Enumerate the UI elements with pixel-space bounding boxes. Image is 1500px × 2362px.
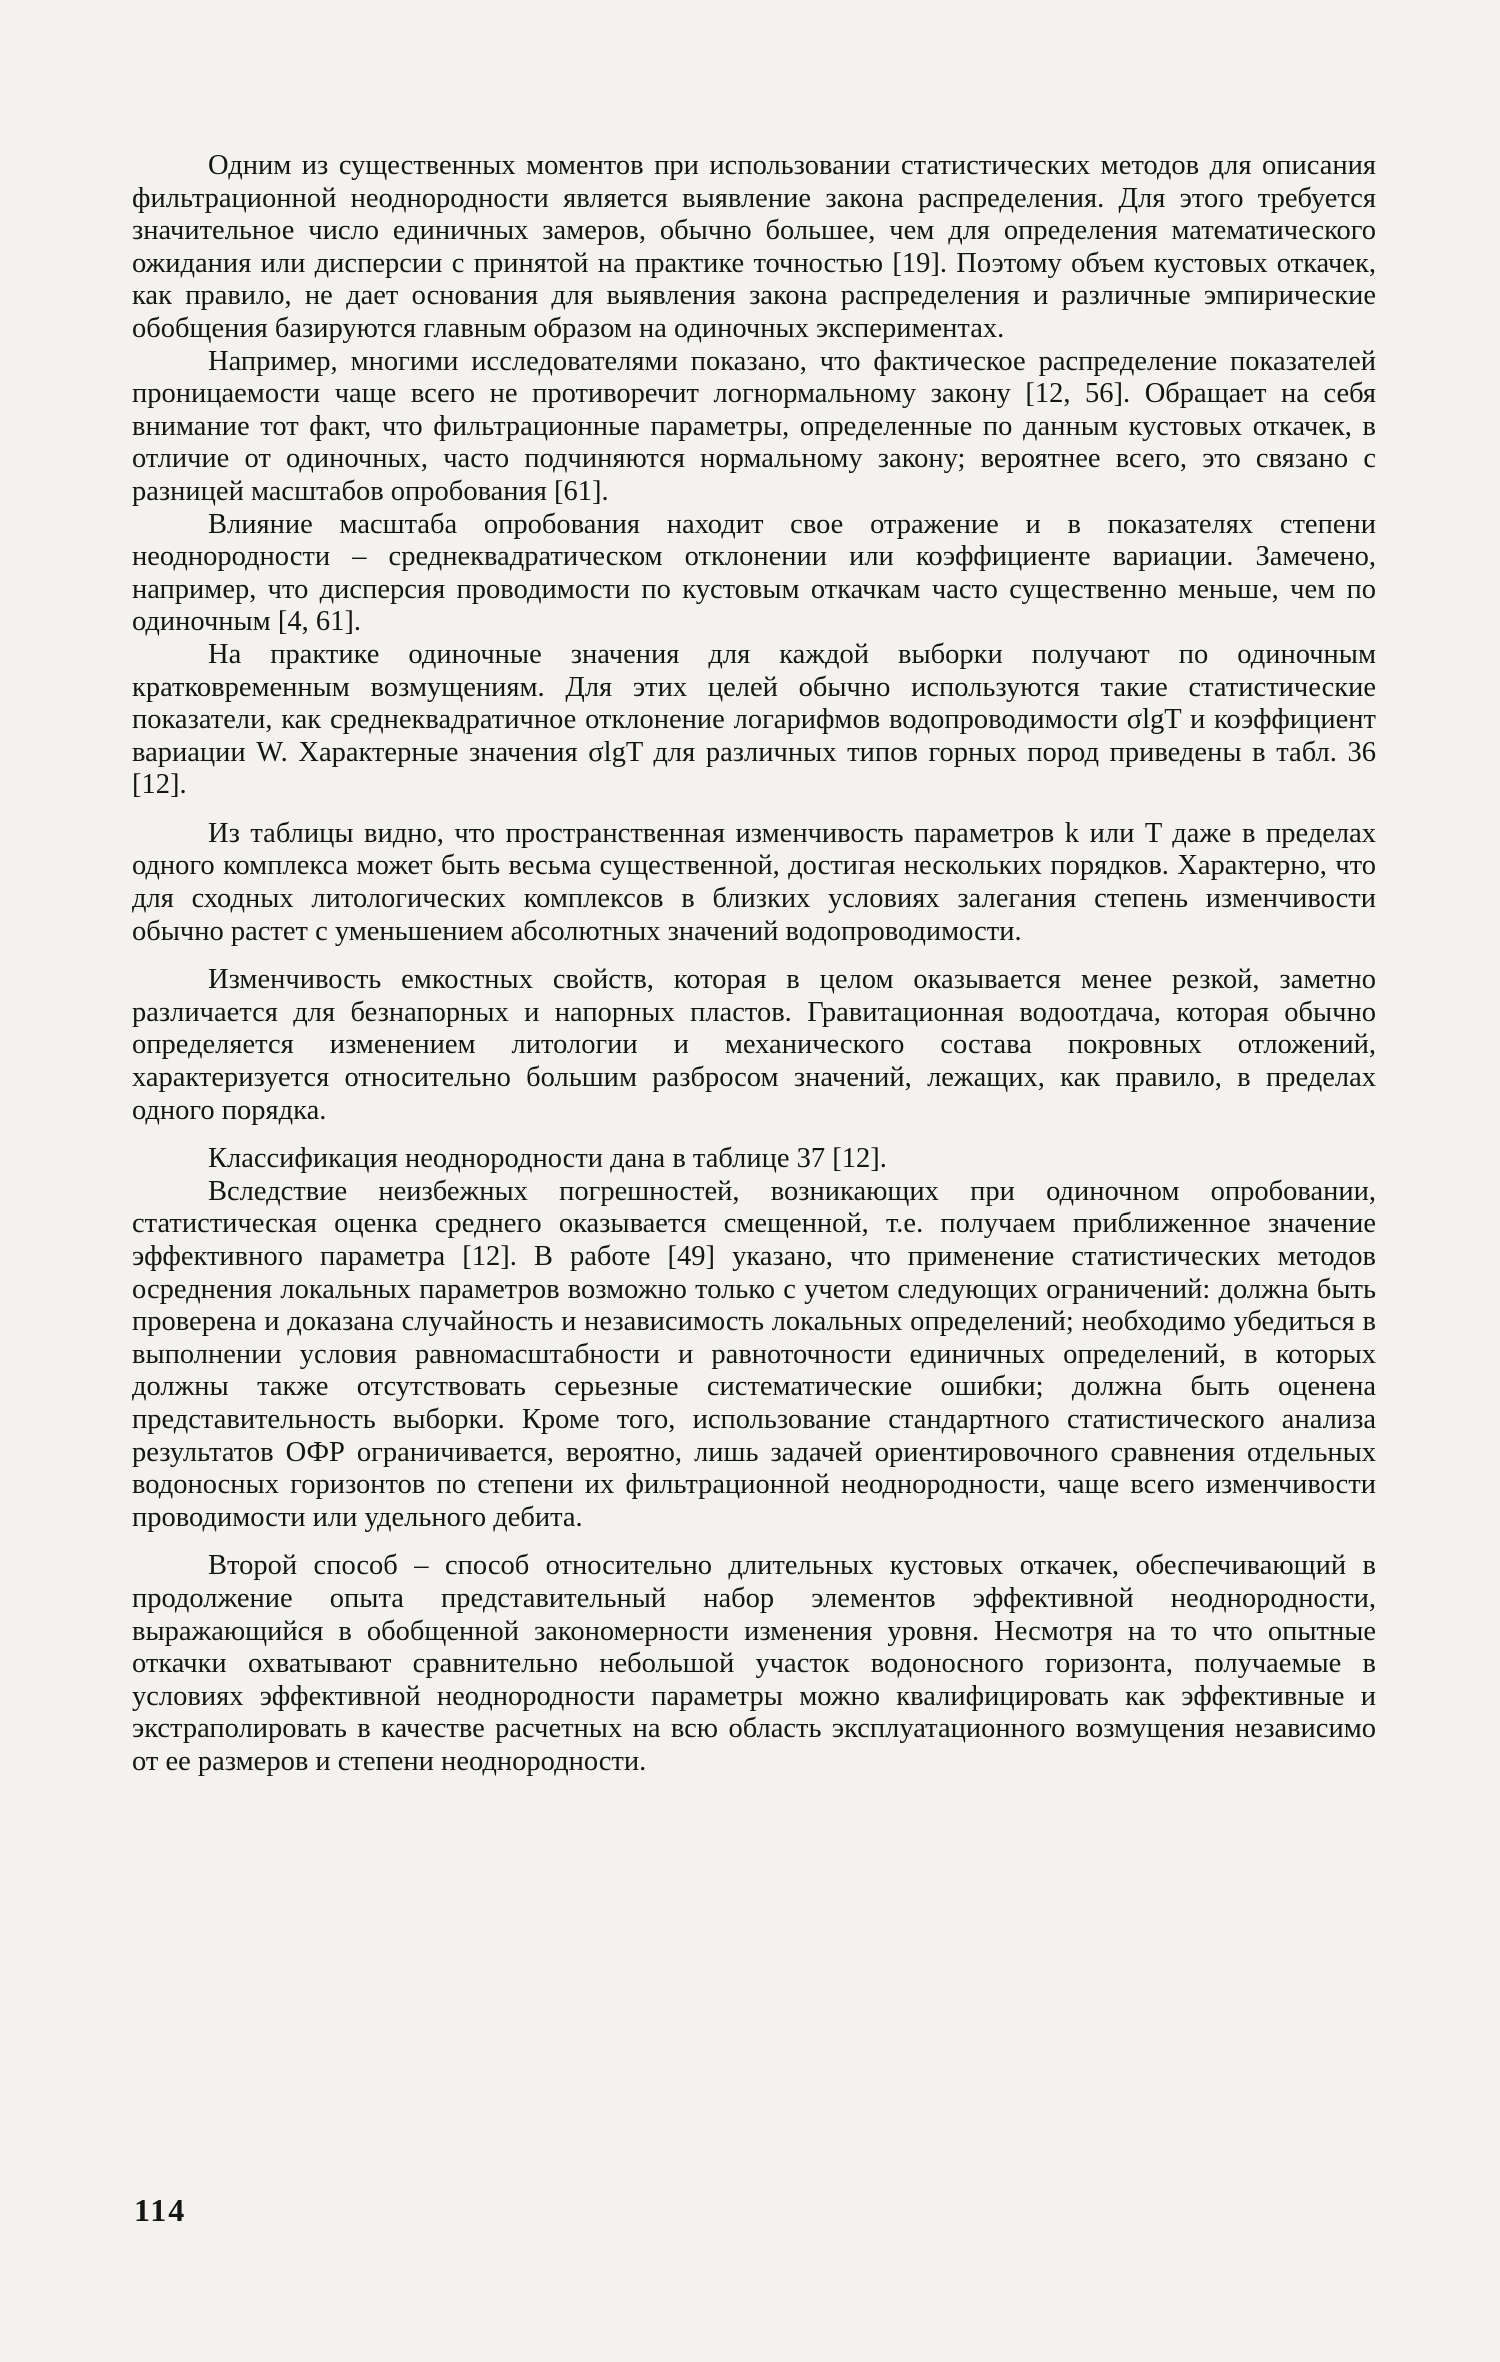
paragraph-scale-influence: Влияние масштаба опробования находит свое отражение и в показателях степени неоднородности – среднеквадратическом отклонении или коэффициенте вариации. Замечено, например, что дисперсия проводимости по кустовым откачкам часто существенно меньше, чем по одиночным [4, 61]. bbox=[132, 508, 1376, 638]
paragraph-second-method: Второй способ – способ относительно длительных кустовых откачек, обеспечивающий в продолжение опыта представительный набор элементов эффективной неоднородности, выражающийся в обобщенной закономерности изменения уровня. Несмотря на то что опытные откачки охватывают сравнительно небольшой участок водоносного горизонта, получаемые в условиях эффективной неоднородности параметры можно квалифицировать как эффективные и экстраполировать в качестве расчетных на всю область эксплуатационного возмущения независимо от ее размеров и степени неоднородности. bbox=[132, 1550, 1376, 1777]
paragraph-table-variability: Из таблицы видно, что пространственная изменчивость параметров k или T даже в пределах одного комплекса может быть весьма существенной, достигая нескольких порядков. Характерно, что для сходных литологических комплексов в близких условиях залегания степень изменчивости обычно растет с уменьшением абсолютных значений водопроводимости. bbox=[132, 817, 1376, 947]
paragraph-practice: На практике одиночные значения для каждой выборки получают по одиночным кратковременным возмущениям. Для этих целей обычно используются такие статистические показатели, как среднеквадратичное отклонение логарифмов водопроводимости σlgT и коэффициент вариации W. Характерные значения σlgT для различных типов горных пород приведены в табл. 36 [12]. bbox=[132, 638, 1376, 801]
page-body bbox=[132, 150, 1376, 1779]
paragraph-distribution-law: Одним из существенных моментов при использовании статистических методов для описания фильтрационной неоднородности является выявление закона распределения. Для этого требуется значительное число единичных замеров, обычно большее, чем для определения математического ожидания или дисперсии с принятой на практике точностью [19]. Поэтому объем кустовых откачек, как правило, не дает основания для выявления закона распределения и различные эмпирические обобщения базируются главным образом на одиночных экспериментах. bbox=[132, 150, 1376, 344]
page-number: 114 bbox=[134, 2192, 187, 2228]
paragraph-lognormal: Например, многими исследователями показано, что фактическое распределение показателей проницаемости чаще всего не противоречит логнормальному закону [12, 56]. Обращает на себя внимание тот факт, что фильтрационные параметры, определенные по данным кустовых откачек, в отличие от одиночных, часто подчиняются нормальному закону; вероятнее всего, это связано с разницей масштабов опробования [61]. bbox=[132, 345, 1376, 507]
paragraph-errors: Вследствие неизбежных погрешностей, возникающих при одиночном опробовании, статистическая оценка среднего оказывается смещенной, т.е. получаем приближенное значение эффективного параметра [12]. В работе [49] указано, что применение статистических методов осреднения локальных параметров возможно только с учетом следующих ограничений: должна быть проверена и доказана случайность и независимость локальных определений; необходимо убедиться в выполнении условия равномасштабности и равноточности единичных определений, в которых должны также отсутствовать серьезные систематические ошибки; должна быть оценена представительность выборки. Кроме того, использование стандартного статистического анализа результатов ОФР ограничивается, вероятно, лишь задачей ориентировочного сравнения отдельных водоносных горизонтов по степени их фильтрационной неоднородности, чаще всего изменчивости проводимости или удельного дебита. bbox=[132, 1175, 1376, 1533]
paragraph-classification: Классификация неоднородности дана в таблице 37 [12]. bbox=[208, 1143, 887, 1175]
paragraph-capacity-properties: Изменчивость емкостных свойств, которая в целом оказывается менее резкой, заметно различается для безнапорных и напорных пластов. Гравитационная водоотдача, которая обычно определяется изменением литологии и механического состава покровных отложений, характеризуется относительно большим разбросом значений, лежащих, как правило, в пределах одного порядка. bbox=[132, 964, 1376, 1126]
